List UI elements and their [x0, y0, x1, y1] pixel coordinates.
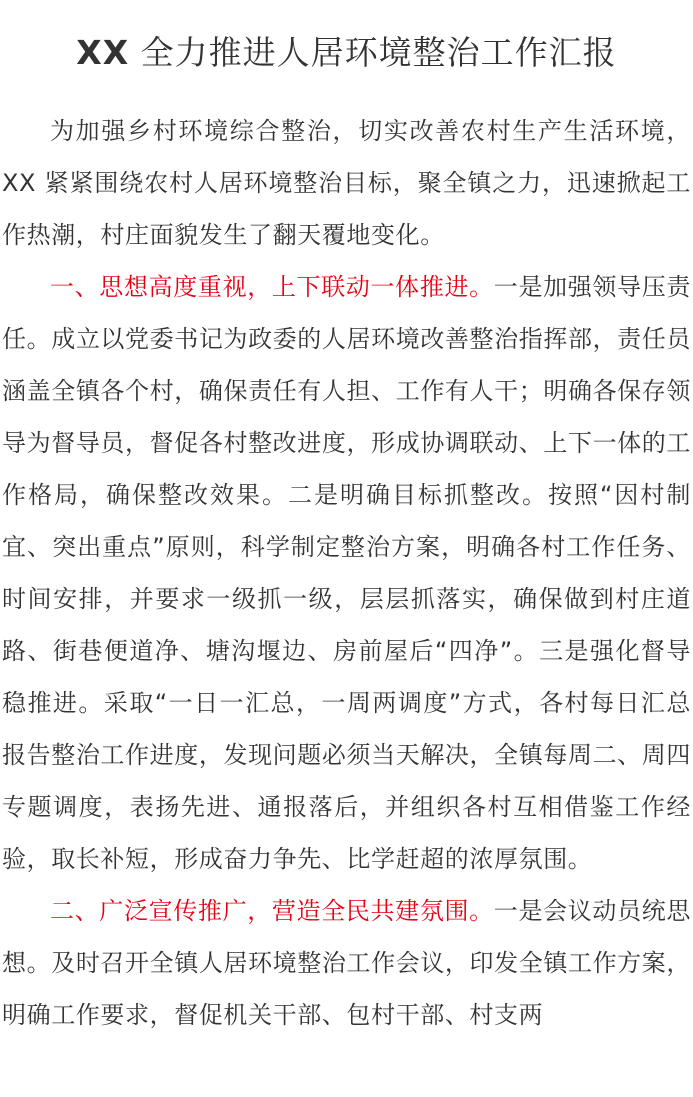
- paragraph-section-2: [2, 885, 691, 1041]
- section-heading-1: 一、思想高度重视，上下联动一体推进。: [50, 273, 494, 301]
- document-title: [2, 28, 691, 78]
- document-body: [2, 105, 691, 1041]
- section-heading-2: 二、广泛宣传推广，营造全民共建氛围。: [50, 897, 494, 925]
- title-text: 全力推进人居环境整治工作汇报: [129, 33, 617, 72]
- paragraph-text: 为加强乡村环境综合整治，切实改善农村生产生活环境，XX 紧紧围绕农村人居环境整治目标，聚全镇之力，迅速掀起工作热潮，村庄面貌发生了翻天覆地变化。: [2, 117, 691, 249]
- paragraph-text: 一是加强领导压责任。成立以党委书记为政委的人居环境改善整治指挥部，责任员涵盖全镇各个村，确保责任有人担、工作有人干；明确各保存领导为督导员，督促各村整改进度，形成协调联动、上下一体的工作格局，确保整改效果。二是明确目标抓整改。按照“因村制宜、突出重点”原则，科学制定整治方案，明确各村工作任务、时间安排，并要求一级抓一级，层层抓落实，确保做到村庄道路、街巷便道净、塘沟堰边、房前屋后“四净”。三是强化督导稳推进。采取“一日一汇总，一周两调度”方式，各村每日汇总报告整治工作进度，发现问题必须当天解决，全镇每周二、周四专题调度，表扬先进、通报落后，并组织各村互相借鉴工作经验，取长补短，形成奋力争先、比学赶超的浓厚氛围。: [2, 273, 691, 873]
- title-prefix: XX: [76, 33, 130, 72]
- paragraph-section-1: [2, 261, 691, 885]
- paragraph-intro: [2, 105, 691, 261]
- paragraph-text: 一是会议动员统思想。及时召开全镇人居环境整治工作会议，印发全镇工作方案，明确工作要求，督促机关干部、包村干部、村支两: [2, 897, 691, 1029]
